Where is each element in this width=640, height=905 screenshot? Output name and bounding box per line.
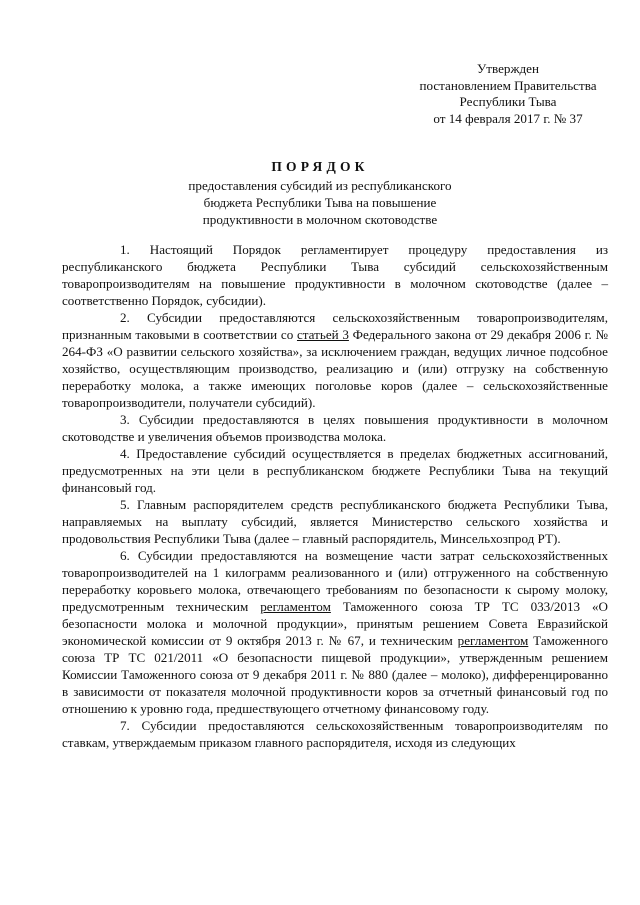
regulation-link-1[interactable]: регламентом [260,599,331,614]
paragraph-2-text-a: 2. Субсидии предоставляются сельскохозяйственным товаропроизводителям, признанным таковыми в соответствии со [62,310,608,342]
subtitle-line-3: продуктивности в молочном скотоводстве [202,212,438,227]
paragraph-5: 5. Главным распорядителем средств республиканского бюджета Республики Тыва, направляемых на выплату субсидий, является Министерство сельского хозяйства и продовольствия Республики Тыва (далее – главный распорядитель, Минсельхозпрод РТ). [62,497,608,546]
approval-line-2: постановлением Правительства [419,77,597,93]
subtitle-line-1: предоставления субсидий из республиканского [188,178,452,193]
approval-line-1: Утвержден [477,61,539,76]
approval-line-4: от 14 февраля 2017 г. № 37 [433,110,583,126]
paragraph-1: 1. Настоящий Порядок регламентирует процедуру предоставления из республиканского бюджета Республики Тыва субсидий сельскохозяйственным товаропроизводителям на повышение продуктивности в молочном скотоводстве (далее – соответственно Порядок, субсидии). [62,242,608,308]
subtitle-line-2: бюджета Республики Тыва на повышение [203,195,437,210]
document-body [62,241,608,751]
paragraph-6 [62,547,608,717]
paragraph-6-text-a: 6. Субсидии предоставляются на возмещение части затрат сельскохозяйственных товаропроизводителей на 1 килограмм реализованного и (или) отгруженного на собственную переработку коровьего молока, отвечающего требованиям по безопасности к сырому молоку, предусмотренным техническим [62,548,608,614]
paragraph-4: 4. Предоставление субсидий осуществляется в пределах бюджетных ассигнований, предусмотренных на эти цели в республиканском бюджете Республики Тыва на текущий финансовый год. [62,446,608,495]
regulation-link-2[interactable]: регламентом [457,633,529,648]
paragraph-3: 3. Субсидии предоставляются в целях повышения продуктивности в молочном скотоводстве и увеличения объемов производства молока. [62,412,608,444]
approval-block [390,61,626,127]
paragraph-6-text-c: Таможенного союза ТР ТС 021/2011 «О безопасности пищевой продукции», утвержденным решением Комиссии Таможенного союза от 9 декабря 2011 г. № 880 (далее – молоко), дифференцированно в зависимости от показателя молочной продуктивности коров за отчетный финансовый год по отношению к уровню года, предшествующего отчетному финансовому году. [62,633,608,716]
paragraph-2-text-b: Федерального закона от 29 декабря 2006 г. № 264-ФЗ «О развитии сельского хозяйства», за исключением граждан, ведущих личное подсобное хозяйство, осуществляющим производство, реализацию и (или) отгрузку на собственную переработку молока, а также имеющих поголовье коров (далее – сельскохозяйственные товаропроизводители, получатели субсидий). [62,327,608,410]
document-title: ПОРЯДОК [271,159,369,174]
paragraph-2 [62,309,608,411]
document-subtitle [0,177,640,228]
law-article-link[interactable]: статьей 3 [296,327,349,342]
approval-line-3: Республики Тыва [459,94,557,109]
paragraph-6-text-b: Таможенного союза ТР ТС 033/2013 «О безопасности молока и молочной продукции», принятым решением Совета Евразийской экономической комиссии от 9 октября 2013 г. № 67, и техническим [62,599,608,648]
paragraph-7: 7. Субсидии предоставляются сельскохозяйственным товаропроизводителям по ставкам, утверждаемым приказом главного распорядителя, исходя из следующих [62,718,608,750]
